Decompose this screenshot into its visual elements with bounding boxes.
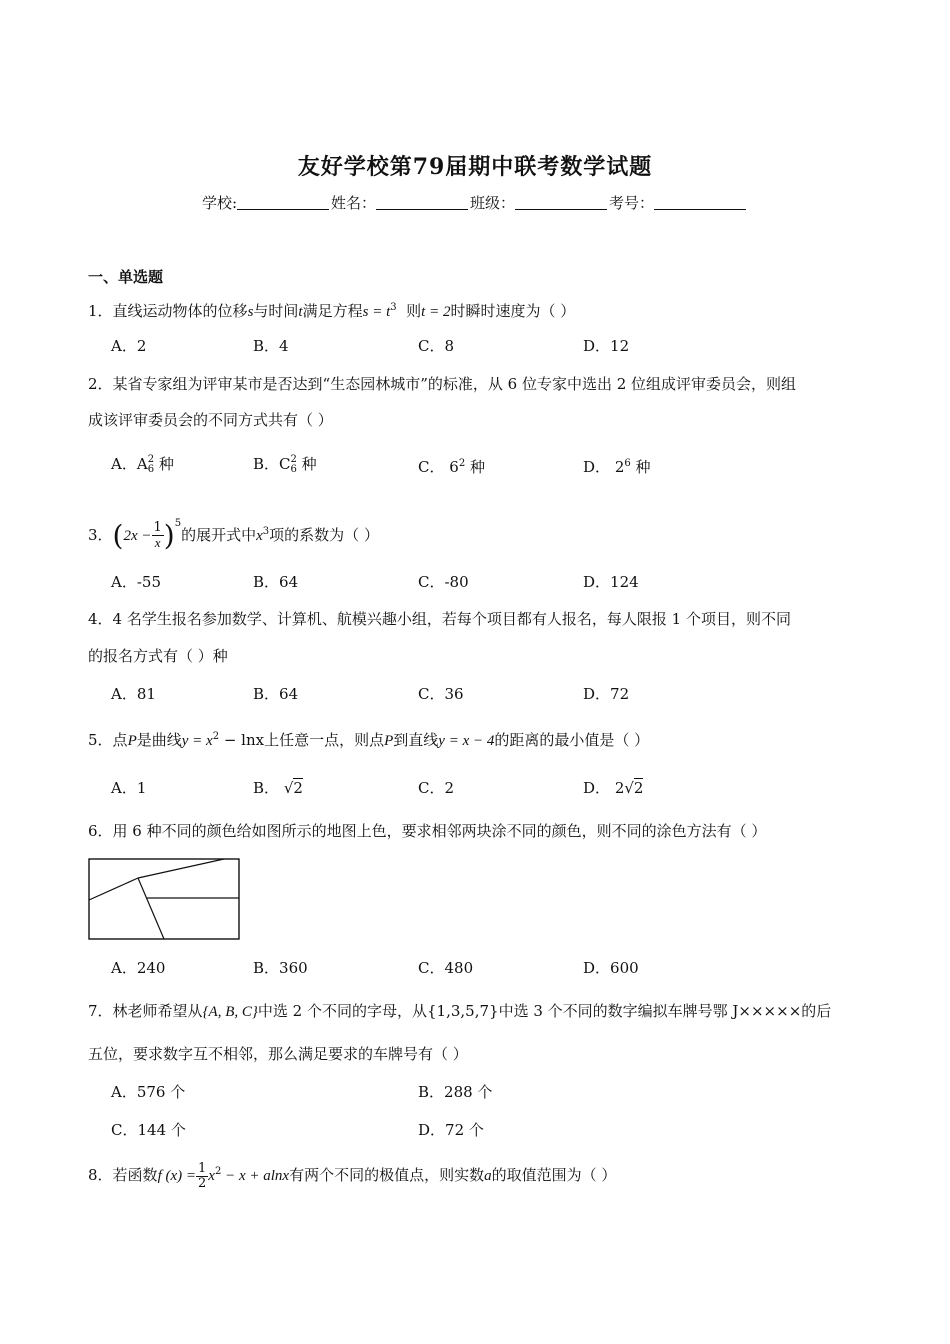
q8-text: 的取值范围为（ ）: [491, 1166, 617, 1184]
question-5: [88, 727, 649, 751]
point-p: P: [384, 733, 394, 749]
option-suffix: 种: [635, 458, 651, 476]
q8-text: 若函数: [112, 1166, 158, 1184]
q7-option-a[interactable]: A．576 个: [111, 1083, 186, 1101]
school-blank[interactable]: [237, 195, 329, 210]
q5-option-d[interactable]: [583, 778, 643, 798]
option-sup: 2: [147, 454, 155, 465]
option-label: B．: [253, 779, 280, 797]
param-a: a: [484, 1168, 492, 1184]
q5-text: 点: [112, 731, 128, 749]
question-number: 1．: [88, 302, 113, 320]
q1-option-d[interactable]: D．12: [583, 337, 630, 355]
option-base: A: [136, 455, 148, 473]
exponent: 2: [212, 731, 220, 742]
condition: t = 2: [421, 304, 451, 320]
q4-option-d[interactable]: D．72: [583, 685, 630, 703]
q4-option-c[interactable]: C．36: [418, 685, 464, 703]
q2-option-b[interactable]: [253, 454, 317, 475]
section-heading: 一、单选题: [88, 268, 164, 286]
name-blank[interactable]: [376, 195, 468, 210]
digit-set: {1,3,5,7}: [426, 1002, 499, 1020]
equation: s = t: [362, 304, 391, 320]
option-label: C．: [418, 458, 445, 476]
question-number: 5．: [88, 731, 113, 749]
curve-tail: − lnx: [219, 731, 265, 749]
question-number: 3．: [88, 526, 113, 544]
coefficient: 2: [614, 779, 625, 797]
function-name: f (x) =: [157, 1168, 196, 1184]
sqrt-radicand: 2: [293, 779, 303, 797]
option-sub: 6: [147, 464, 155, 475]
q1-text: 满足方程: [302, 302, 363, 320]
q5-text: 到直线: [393, 731, 439, 749]
number-blank[interactable]: [654, 195, 746, 210]
option-base: 6: [449, 458, 459, 476]
region-map-figure: [88, 858, 240, 940]
name-label: 姓名：: [331, 194, 377, 212]
question-2-line-2: 成该评审委员会的不同方式共有（ ）: [88, 411, 333, 429]
student-info-line: [0, 192, 950, 213]
option-label: D．: [583, 779, 611, 797]
q3-option-d[interactable]: D．124: [583, 573, 639, 591]
q1-option-c[interactable]: C．8: [418, 337, 455, 355]
fraction: [196, 1162, 208, 1191]
q1-text: 则: [396, 302, 422, 320]
q5-text: 上任意一点，则点: [264, 731, 385, 749]
letter-set: {A, B, C}: [202, 1004, 258, 1020]
q7-option-c[interactable]: C．144 个: [111, 1121, 186, 1139]
q7-text: 中选 2 个不同的字母，从: [257, 1002, 427, 1020]
fraction: [152, 521, 164, 551]
fraction-numerator: 1: [153, 520, 162, 535]
sqrt-symbol: √: [283, 779, 294, 797]
number-label: 考号：: [609, 194, 655, 212]
left-paren: (: [112, 519, 124, 552]
exponent: 3: [390, 302, 397, 313]
term-exponent: 3: [262, 526, 270, 537]
option-sub: 6: [290, 464, 297, 475]
q3-option-c[interactable]: C．-80: [418, 573, 469, 591]
q7-text: 林老师希望从: [112, 1002, 203, 1020]
option-suffix: 种: [301, 455, 317, 473]
question-number: 7．: [88, 1002, 113, 1020]
question-1: [88, 298, 575, 322]
q5-option-a[interactable]: A．1: [111, 779, 147, 797]
q4-option-a[interactable]: A．81: [111, 685, 156, 703]
q1-text: 与时间: [253, 302, 299, 320]
option-suffix: 种: [469, 458, 485, 476]
right-paren: ): [163, 519, 175, 552]
fraction-denominator: x: [154, 535, 161, 550]
q6-option-d[interactable]: D．600: [583, 959, 639, 977]
q3-option-b[interactable]: B．64: [253, 573, 299, 591]
question-2-line-1: 2．某省专家组为评审某市是否达到“生态园林城市”的标准，从 6 位专家中选出 2 位组成评审委员会，则组: [88, 375, 797, 393]
q3-option-a[interactable]: A．-55: [111, 573, 161, 591]
expression: 2x −: [123, 528, 152, 544]
q1-option-b[interactable]: B．4: [253, 337, 289, 355]
q1-text: 直线运动物体的位移: [112, 302, 248, 320]
class-label: 班级：: [470, 194, 516, 212]
q2-option-c[interactable]: [418, 454, 485, 477]
q2-option-a[interactable]: [111, 454, 174, 475]
fraction-numerator: 1: [198, 1160, 207, 1176]
q7-option-d[interactable]: D．72 个: [418, 1121, 484, 1139]
q2-option-d[interactable]: [583, 454, 651, 477]
sqrt-radicand: 2: [633, 779, 644, 797]
q5-option-b[interactable]: [253, 778, 303, 798]
option-label: A．: [111, 455, 137, 473]
sqrt-symbol: √: [624, 779, 634, 797]
question-7-line-1: [88, 1001, 831, 1022]
q5-text: 是曲线: [136, 731, 182, 749]
option-suffix: 种: [158, 455, 174, 473]
question-4-line-2: 的报名方式有（ ）种: [88, 647, 228, 665]
map-line: [89, 878, 138, 900]
map-line: [138, 878, 164, 939]
option-label: D．: [583, 458, 611, 476]
option-base: 2: [614, 458, 625, 476]
question-6: 6．用 6 种不同的颜色给如图所示的地图上色，要求相邻两块涂不同的颜色，则不同的涂色方法有（ ）: [88, 822, 767, 840]
question-4-line-1: 4．4 名学生报名参加数学、计算机、航模兴趣小组，若每个项目都有人报名，每人限报 1 个项目，则不同: [88, 610, 791, 628]
expression-tail: − x + alnx: [221, 1168, 290, 1184]
q6-option-a[interactable]: A．240: [111, 959, 166, 977]
option-sup: 2: [458, 458, 466, 469]
variable: x: [208, 1168, 215, 1184]
map-line: [138, 859, 224, 878]
q6-option-b[interactable]: B．360: [253, 959, 308, 977]
question-3: [88, 504, 379, 556]
question-8: [88, 1152, 616, 1196]
q8-text: 有两个不同的极值点，则实数: [289, 1166, 485, 1184]
exponent: 2: [214, 1166, 222, 1177]
var-s: s: [247, 304, 254, 320]
q6-option-c[interactable]: C．480: [418, 959, 474, 977]
q5-text: 的距离的最小值是（ ）: [494, 731, 650, 749]
q4-option-b[interactable]: B．64: [253, 685, 299, 703]
term: x: [256, 528, 263, 544]
option-sup: 6: [624, 458, 631, 469]
option-base: C: [279, 455, 291, 473]
q5-option-c[interactable]: C．2: [418, 779, 455, 797]
school-label: 学校:: [201, 194, 237, 212]
option-sup: 2: [290, 454, 297, 465]
question-7-line-2: 五位，要求数字互不相邻，那么满足要求的车牌号有（ ）: [88, 1045, 468, 1063]
class-blank[interactable]: [515, 195, 607, 210]
page-title: 友好学校第79届期中联考数学试题: [297, 154, 653, 180]
point-p: P: [127, 733, 137, 749]
option-label: B．: [253, 455, 280, 473]
q1-option-a[interactable]: A．2: [111, 337, 147, 355]
fraction-denominator: 2: [198, 1175, 207, 1191]
map-border: [89, 859, 239, 939]
question-number: 8．: [88, 1166, 113, 1184]
q7-text: 中选 3 个不同的数字编拟车牌号鄂 J×××××的后: [498, 1002, 832, 1020]
q3-text: 的展开式中: [181, 526, 257, 544]
power: 5: [174, 518, 182, 529]
q1-text: 时瞬时速度为（ ）: [450, 302, 576, 320]
q7-option-b[interactable]: B．288 个: [418, 1083, 493, 1101]
q3-text: 项的系数为（ ）: [269, 526, 379, 544]
line-equation: y = x − 4: [438, 733, 495, 749]
var-t: t: [298, 304, 303, 320]
curve-equation: y = x: [181, 733, 213, 749]
